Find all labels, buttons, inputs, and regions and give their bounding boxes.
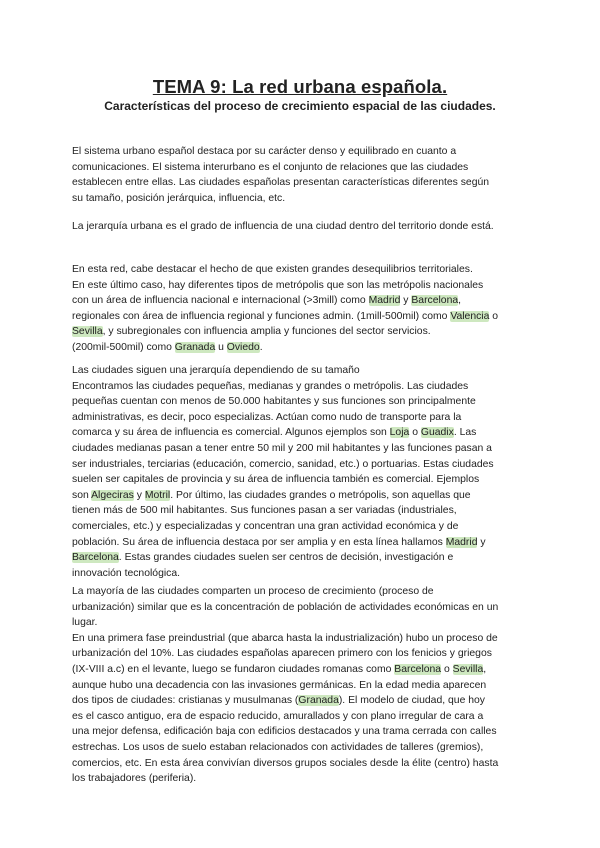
text-line: los trabajadores (periferia). [72, 773, 197, 785]
text-line: es el casco antiguo, era de espacio reducido, amurallados y con plano irregular de cara a [72, 710, 484, 722]
text-line: La mayoría de las ciudades comparten un proceso de crecimiento (proceso de [72, 586, 434, 597]
text-line: (IX-VIII a.c) en el levante, luego se fundaron ciudades romanas como Barcelona o Sevilla, [72, 663, 487, 675]
text-line: comerciales, etc.) y especializadas y concentran una gran actividad económica y de [72, 520, 459, 532]
highlighted-city: Valencia [450, 310, 490, 322]
text-line: Sevilla, y subregionales con influencia amplia y funciones del sector servicios. [72, 326, 431, 338]
paragraph-sistema-urbano [72, 144, 534, 206]
text-line: (200mil-500mil) como Granada u Oviedo. [72, 341, 263, 353]
paragraph-tamano [72, 363, 534, 581]
highlighted-city: Barcelona [72, 552, 119, 564]
highlighted-city: Madrid [368, 295, 401, 307]
highlighted-city: Sevilla [452, 663, 484, 675]
highlighted-city: Barcelona [394, 663, 442, 675]
text-line: pequeñas cuentan con menos de 50.000 habitantes y sus funciones son principalmente [72, 396, 476, 408]
text-line: urbanización del 10%. Las ciudades españolas aparecen primero con los fenicios y griegos [72, 648, 492, 660]
text-line: comarca y su área de influencia es comercial. Algunos ejemplos son Loja o Guadix. Las [72, 427, 477, 439]
text-line: estrechas. Los usos de suelo estaban relacionados con actividades de talleres (gremios), [72, 741, 484, 753]
text-line: urbanización) similar que es la concentración de población de actividades económicas en un [72, 601, 499, 613]
text-line: En una primera fase preindustrial (que abarca hasta la industrialización) hubo un proceso de [72, 632, 498, 644]
text-line: población. Su área de influencia destaca por ser amplia y en esta línea hallamos Madrid y [72, 536, 486, 548]
text-line: comunicaciones. El sistema interurbano es el conjunto de relaciones que las ciudades [72, 161, 469, 173]
highlighted-city: Barcelona [411, 295, 459, 307]
highlighted-city: Guadix [420, 427, 454, 439]
paragraph-crecimiento [72, 584, 534, 787]
text-line: ser industriales, terciarias (educación, comercio, sanidad, etc.) o portuarias. Estas ciudades [72, 458, 494, 470]
text-line: Encontramos las ciudades pequeñas, medianas y grandes o metrópolis. Las ciudades [72, 380, 469, 392]
text-line: comercios, etc. En esta área convivían diversos grupos sociales desde la élite (centro) hasta [72, 757, 499, 769]
text-line: Las ciudades siguen una jerarquía dependiendo de su tamaño [72, 365, 360, 376]
text-line: regionales con área de influencia regional y funciones admin. (1mill-500mil) como Valencia o [72, 310, 499, 322]
paragraph-metropolis [72, 262, 534, 356]
highlighted-city: Motril [144, 489, 171, 501]
highlighted-city: Madrid [445, 536, 478, 548]
highlighted-city: Algeciras [91, 489, 134, 501]
text-line: su tamaño, posición jerárquica, influencia, etc. [72, 192, 286, 204]
text-line: La jerarquía urbana es el grado de influencia de una ciudad dentro del territorio donde está. [72, 221, 494, 232]
highlighted-city: Granada [298, 695, 339, 707]
text-line: innovación tecnológica. [72, 567, 181, 579]
text-line: aunque hubo una decadencia con las invasiones germánicas. En la edad media aparecen [72, 679, 487, 691]
text-line: dos tipos de ciudades: cristianas y musulmanas (Granada). El modelo de ciudad, que hoy [72, 695, 485, 707]
text-line: tienen más de 500 mil habitantes. Sus funciones pasan a ser variadas (industriales, [72, 505, 457, 517]
text-line: una mejor defensa, edificación baja con edificios destacados y una trama cerrada con calles [72, 726, 497, 738]
text-line: suelen ser capitales de provincia y su área de influencia también es comercial. Ejemplos [72, 474, 480, 486]
text-line: administrativas, es decir, poco especializas. Actúan como nudo de transporte para la [72, 411, 462, 423]
text-line: con un área de influencia nacional e internacional (>3mill) como Madrid y Barcelona, [72, 295, 462, 307]
highlighted-city: Oviedo [226, 341, 260, 353]
text-line: En este último caso, hay diferentes tipos de metrópolis que son las metrópolis nacionales [72, 279, 484, 291]
paragraph-jerarquia [72, 219, 534, 235]
text-line: En esta red, cabe destacar el hecho de que existen grandes desequilibrios territoriales. [72, 264, 473, 275]
text-line: establecen entre ellas. Las ciudades españolas presentan características diferentes según [72, 177, 490, 189]
highlighted-city: Granada [174, 341, 216, 353]
highlighted-city: Loja [389, 427, 410, 439]
text-line: El sistema urbano español destaca por su carácter denso y equilibrado en cuanto a [72, 146, 457, 157]
text-line: ciudades medianas pasan a tener entre 50 mil y 200 mil habitantes y las funciones pasan a [72, 442, 492, 454]
text-line: Barcelona. Estas grandes ciudades suelen ser centros de decisión, investigación e [72, 552, 454, 564]
document-title: TEMA 9: La red urbana española. [152, 76, 448, 97]
text-line: son Algeciras y Motril. Por último, las ciudades grandes o metrópolis, son aquellas que [72, 489, 471, 501]
text-line: lugar. [72, 617, 98, 629]
document-subtitle: Características del proceso de crecimiento espacial de las ciudades. [104, 99, 496, 113]
highlighted-city: Sevilla [72, 326, 103, 338]
